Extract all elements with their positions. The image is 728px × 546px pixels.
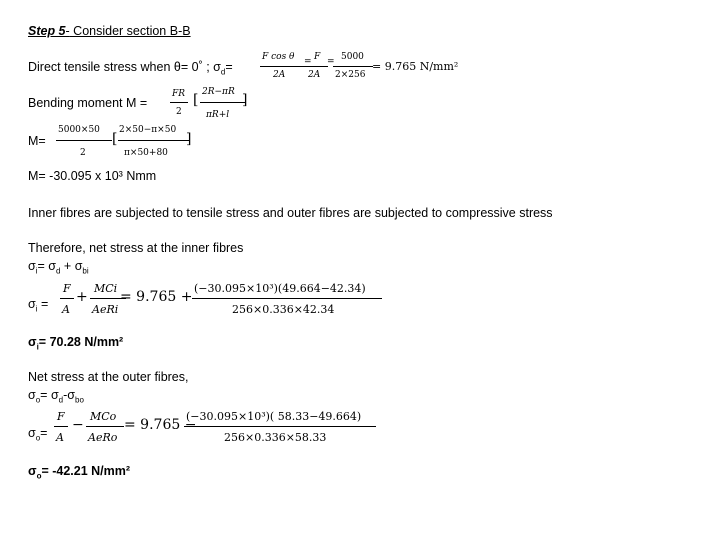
step-sep: -: [65, 24, 70, 38]
inner-f1-den: A: [62, 303, 70, 316]
bending-f1-den: 2: [176, 107, 182, 117]
direct-f2-line: [306, 66, 328, 67]
inner-def-sub-d: d: [56, 266, 61, 276]
direct-f3-den: 2×256: [335, 70, 366, 80]
outer-result: [28, 464, 130, 484]
direct-result: = 9.765 N/mm²: [372, 60, 459, 73]
bending-inner-den: πR+l: [206, 110, 230, 120]
outer-result-sigma: σ: [28, 464, 37, 478]
direct-f1-line: [260, 66, 306, 67]
outer-result-value: = -42.21 N/mm²: [41, 464, 131, 478]
outer-def-sub-bo: bo: [75, 395, 84, 405]
msub-label: M=: [28, 134, 46, 148]
direct-eq2: =: [327, 57, 335, 67]
msub-inner-num: 2×50−π×50: [119, 125, 177, 135]
inner-calc-sub: i: [35, 304, 38, 314]
inner-f3-den: 256×0.336×42.34: [232, 303, 335, 316]
outer-f1-den: A: [56, 431, 64, 444]
inner-f1-line: [60, 298, 74, 299]
msub-lbracket: [: [112, 131, 118, 147]
outer-f3-line: [184, 426, 376, 427]
step-title: Consider section B-B: [69, 24, 191, 38]
msub-inner-line: [118, 140, 190, 141]
msub-f1-num: 5000×50: [58, 125, 100, 135]
inner-f1-num: F: [63, 282, 71, 295]
direct-f2-den: 2A: [308, 70, 321, 80]
direct-f1-num: F cos θ: [262, 52, 295, 62]
bending-f1-num: FR: [172, 89, 186, 99]
outer-f3-den: 256×0.336×58.33: [224, 431, 327, 444]
outer-def-sub-d: d: [58, 395, 64, 405]
step-label: Step 5: [28, 24, 66, 38]
outer-f2-den: AeRo: [88, 431, 118, 444]
inner-f3-num: (−30.095×10³)(49.664−42.34): [194, 282, 366, 295]
outer-f1-line: [54, 426, 68, 427]
direct-stress-label: Direct tensile stress when θ= 0˚ ; σ: [28, 60, 221, 74]
inner-calc-label: [28, 297, 48, 317]
bending-rbracket: ]: [242, 92, 248, 108]
inner-calc-eq: =: [37, 297, 49, 311]
outer-f2-num: MCo: [90, 410, 117, 423]
inner-op: +: [76, 289, 88, 305]
inner-mid: = 9.765 +: [120, 289, 193, 305]
inner-def-eq: = σ: [37, 259, 56, 273]
direct-f2-num: F: [314, 52, 321, 62]
bending-inner-line: [200, 102, 246, 103]
inner-f3-line: [192, 298, 382, 299]
direct-eq1: =: [304, 57, 312, 67]
bending-inner-num: 2R−πR: [202, 87, 235, 97]
m-result: M= -30.095 x 10³ Nmm: [28, 169, 157, 183]
outer-f1-num: F: [57, 410, 65, 423]
inner-def-sub-bi: bi: [82, 266, 89, 276]
inner-def-sub-i: i: [35, 266, 38, 276]
direct-f3-line: [333, 66, 373, 67]
inner-heading: Therefore, net stress at the inner fibres: [28, 241, 244, 255]
outer-calc-eq: =: [40, 426, 48, 440]
msub-f1-line: [56, 140, 112, 141]
outer-definition: [28, 388, 84, 408]
direct-stress-sub: d: [220, 67, 226, 77]
outer-def-eq: = σ: [40, 388, 59, 402]
outer-def-minus: -σ: [63, 388, 76, 402]
outer-result-sub: o: [36, 471, 42, 481]
inner-def-sigma: σ: [28, 259, 36, 273]
inner-definition: [28, 259, 89, 279]
outer-mid: = 9.765 −: [124, 417, 197, 433]
msub-rbracket: ]: [186, 131, 192, 147]
inner-result-sigma: σ: [28, 335, 37, 349]
msub-f1-den: 2: [80, 148, 86, 158]
inner-result: [28, 335, 123, 355]
outer-def-sigma: σ: [28, 388, 36, 402]
bending-f1-line: [170, 102, 188, 103]
inner-f2-den: AeRi: [92, 303, 119, 316]
outer-calc-sigma: σ: [28, 426, 36, 440]
outer-calc-sub: o: [35, 433, 41, 443]
outer-calc-label: [28, 426, 47, 446]
inner-result-value: = 70.28 N/mm²: [38, 335, 124, 349]
outer-heading: Net stress at the outer fibres,: [28, 370, 189, 384]
inner-result-sub: i: [36, 342, 39, 352]
outer-f3-num: (−30.095×10³)( 58.33−49.664): [186, 410, 362, 423]
inner-def-plus: + σ: [60, 259, 83, 273]
direct-stress-text: [28, 60, 233, 80]
msub-inner-den: π×50+80: [124, 148, 168, 158]
bending-label: Bending moment M =: [28, 96, 148, 110]
direct-f1-den: 2A: [273, 70, 286, 80]
step-heading: [28, 24, 191, 39]
direct-stress-eq: =: [225, 60, 233, 74]
bending-lbracket: [: [193, 92, 199, 108]
outer-def-sub-o: o: [35, 395, 41, 405]
inner-calc-sigma: σ: [28, 297, 36, 311]
fibre-statement: Inner fibres are subjected to tensile stress and outer fibres are subjected to compressive stress: [28, 206, 553, 220]
inner-f2-num: MCi: [94, 282, 118, 295]
direct-f3-num: 5000: [341, 52, 364, 62]
outer-op: −: [72, 417, 84, 433]
outer-f2-line: [86, 426, 124, 427]
